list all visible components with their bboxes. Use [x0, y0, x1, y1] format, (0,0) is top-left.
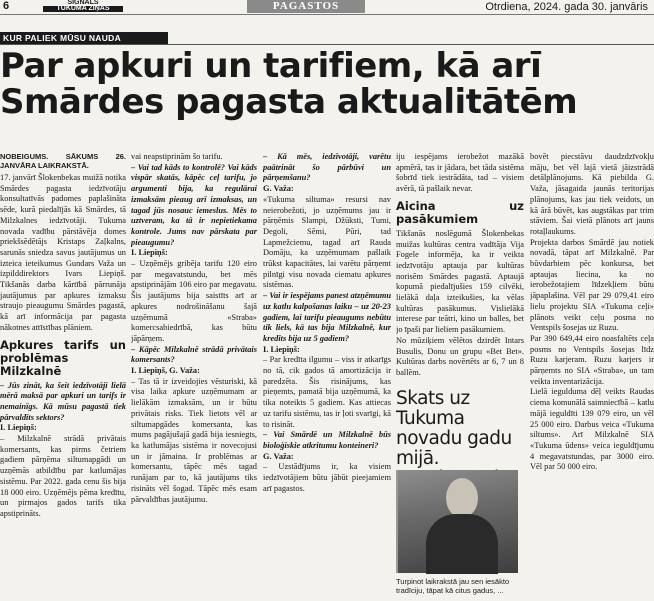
page-number: 6	[3, 0, 10, 12]
column-5	[530, 152, 654, 601]
answer: «Tukuma siltuma» resursi nav neierobežoti, jo uzņēmums jau ir pārņēmis Slampi, Džūksti, Tumi, Degoli, Sēmi, Pūri, tad Lapmežciemu, tagad arī Rauda Domāju, ka uzņēmumam pašlaik trūkst kapacitātes, lai varētu pārņemt pilnīgi visu novada ciematu apkures sistēmas.	[263, 194, 391, 290]
subheading: Aicina uz pasākumiem	[396, 198, 524, 226]
answer: – Uzņēmējs gribēja tarifu 120 eiro par megavatstundu, bet mēs apstiprinājām 106 eiro par megavatu. Šis jautājums bija saistīts arī ar apkures nodrošināšanu šajā uzņēmumā «Straba» komercsabiedrībā, kas būtu jāpārņem.	[131, 259, 257, 343]
question: – Jūs zināt, ka šeit iedzīvotāji lielā mērā maksā par apkuri un tarifs ir nemainīgs. Kā mūsu pagastā tiek pārvaldīts sektors?	[0, 380, 126, 422]
issue-date: Otrdiena, 2024. gada 30. janvāris	[485, 1, 648, 13]
section-label: PAGASTOS	[247, 0, 365, 13]
paragraph: No mūziķiem vēlētos dzirdēt Intars Busulis, Donu un grupu «Bet Bet». Kultūras darbs novērtēts ar 6, 7 un 8 ballēm.	[396, 335, 524, 377]
kicker: KUR PALIEK MŪSU NAUDA	[0, 32, 168, 44]
teaser-headline[interactable]: Skats uz Tukuma novadu gadu mijā.	[396, 388, 512, 469]
portrait-photo	[396, 470, 518, 573]
photo-head	[446, 478, 478, 518]
continuation-note: NOBEIGUMS. SĀKUMS 26. JANVĀRA LAIKRAKSTĀ.	[0, 152, 126, 170]
paragraph: bovēt piecstāvu daudzdzīvokļu māju, bet vēl lajā vietā jāizstrādā detālplānojums. Kā piebilda G. Važa, jāsagaida jaunās teritorijas plānojums, kas jau tiek veidots, un kā ārā būvēt, kas augstākas par trim stāviem. Šai vietā plānots arī jauns rotaļlaukums.	[530, 152, 654, 236]
headline	[0, 48, 654, 120]
question: – Vai ir iespējams panest atzņēmumu uz katlu kalpošanas laiku – uz 20-23 gadiem, lai tarifu pieaugums nebūtu tik liels, kā tas bija Milzkalnē, kur kredīts bija uz 5 gadiem?	[263, 291, 391, 343]
question: – Vai Smārdē un Milzkalnē būs bioloģiskie atkritumu konteineri?	[263, 430, 391, 450]
column-3	[263, 152, 391, 601]
logo-line-2: TUKUMA ZIŅAS	[43, 6, 123, 12]
question: – Vai tad kāds to kontrolē? Vai kāds vispār skatās, kāpēc ceļ tarifu, jo argumenti bija, ka regulārai izmaksām pieaug arī izmaksas, un tagad jūs nosauc iemeslus. Mēs to uztveram, ka tā ir nepietiekama kontrole. Jums nav pārskata par pieaugumu?	[131, 162, 257, 247]
question: – Kāpēc Milzkalnē strādā privātais komersants?	[131, 344, 257, 365]
page-header	[0, 0, 654, 15]
answer: – Tas tā ir izveidojies vēsturiski, kā visa laika apkure uzņēmumam ar lielākām izmaksām, un ir būtu privātais risks. Tiek lietots vēl ar siltumapgādes komersanta, kas mums pagājušajā gadā bija iesniegts, ka katlumājas sistēma ir novecojusi un ir jāmaina. Ir problēmas ar komersantu, tāpēc mēs tagad runājam par to, kā jautājums tiks risināts vēl šogad. Tāpēc mēs esam pārvaldības jautājumu.	[131, 376, 257, 504]
speaker: G. Važa:	[263, 451, 294, 461]
speaker: I. Liepiņš:	[0, 423, 37, 433]
paragraph: Par 390 649,44 eiro noasfaltēts ceļa posms no Ventspils šosejas līdz Ruzu karjeram. Ruzu karjers ir pārņemts no SIA «Straba», un tam veikta inventarizācija.	[530, 333, 654, 386]
paragraph: iju iespējams ierobežot mazākā apmērā, tas ir jādara, bet tāda sistēma šobrīd tiek iestrādāta, tad – visiem avērā, tā pašlaik nevar.	[396, 152, 524, 194]
teaser-caption: Turpinot laikrakstā jau sen iesākto tradīciju, tāpat kā citus gadus, ...	[396, 577, 510, 595]
speaker: I. Liepiņš:	[131, 248, 168, 258]
logo-line-1: SIGNĀLS	[67, 0, 99, 6]
paragraph: vai neapstiprinām šo tarifu.	[131, 152, 223, 161]
paragraph: Lielā iegulduma dēļ veikts Raudas ciema komunālā saimniecībā – katlu mājā ieguldīti 139 079 eiro, un vēl 25 000 eiro. Darbus veica «Tukuma siltums». Arī Milzkalnē SIA «Tukuma ūdens» veica ieguldījumu 4 megavatstundas, par 3000 eiro. Vēl par 50 000 eiro.	[530, 387, 654, 472]
speaker: I. Liepiņš, G. Važa:	[131, 366, 200, 376]
column-1	[0, 152, 126, 601]
newspaper-logo	[43, 0, 123, 13]
column-2	[131, 152, 257, 601]
answer: – Milzkalnē strādā privātais komersants, kas pirms četriem gadiem pārņēma siltumapgādi un uzņēmās atbildību par katlumājas sistēmu. Par 2022. gada cenu šis bija 18 000 eiro. Uzņēmējs pēma kredītu, un pirmajos gados tarifs tika apstiprināts.	[0, 434, 126, 518]
column-4	[396, 152, 524, 382]
answer: – Par kredīta ilgumu – viss ir atkarīgs no tā, cik gados tā amortizācija ir paredzēta. Šis risinājums, kas pieņemts, pamatā bija uzņēmumā, ka tika noteikts 5 gadiem. Kas attiecas uz tarifu sistēmu, tas ir ļoti svarīgi, kā to risināt.	[263, 355, 391, 429]
intro-paragraph: 17. janvārī Šlokenbekas muižā notika Smārdes pagasta iedzīvotāju konsultatīvās padomes paplašināta sēde, kurā piedalījās kā Smārdes, tā Milzkalnes iedzīvotāji. Tukuma novada vadību pārstāvēja domes priekšsēdētājs Kristaps Zaļkalns, sarunās sniedza savus jautājumus un izteica ieteikumus Gundars Važa un izpilddirektors Ivars Liepiņš. Tikšanās darba kārtībā pārrunāja jautājumus par apkures izmaksu straujo pieaugumu Smārdes pagastā, kā arī informācija par pagasta nākotnes attīstības plāniem.	[0, 173, 126, 332]
paragraph: Projekta darbos Smārdē jau notiek novadā, tāpat arī Milzkalnē. Par būvdarbiem pēc konkursa, bet aptaujas liecina, ka no ierobežotajiem līdzekļiem būtu jāpaplašina. Vēl par 29 079,41 eiro lielu projektu SIA «Tukuma ceļi» plānots veikt ceļu posma no Ventspils šosejas uz Ruzu.	[530, 237, 654, 333]
headline-line-1: Par apkuri un tarifiem, kā arī	[0, 46, 542, 86]
subheading: Apkures tarifs un problēmas Milzkalnē	[0, 337, 126, 378]
speaker: G. Važa:	[263, 184, 294, 194]
headline-line-2: Smārdes pagasta aktualitātēm	[0, 82, 578, 122]
speaker: I. Liepiņš:	[263, 344, 300, 354]
answer: – Uzstādījums ir, ka visiem iedzīvotājiem būtu jābūt pieejamiem arī pagastos.	[263, 462, 391, 493]
paragraph: Tikšanās noslēgumā Šlokenbekas muižas kultūras centra vadītāja Vija Fogele informēja, ka ir veikta iedzīvotāju aptauja par kultūras norisēm Smārdes pagastā. Aptaujā kopumā piedalījušies 159 cilvēki, lielākā daļa izteikušies, ka vēlas kultūras pasākumus. Vislielākā interese par teātri, kino un balles, bet jo īpaši par lieliem pasākumiem.	[396, 228, 524, 335]
question: – Kā mēs, iedzīvotāji, varētu paātrināt šo pārbūvi un pārņemšanu?	[263, 152, 391, 183]
photo-body	[426, 514, 498, 574]
divider	[0, 44, 654, 45]
